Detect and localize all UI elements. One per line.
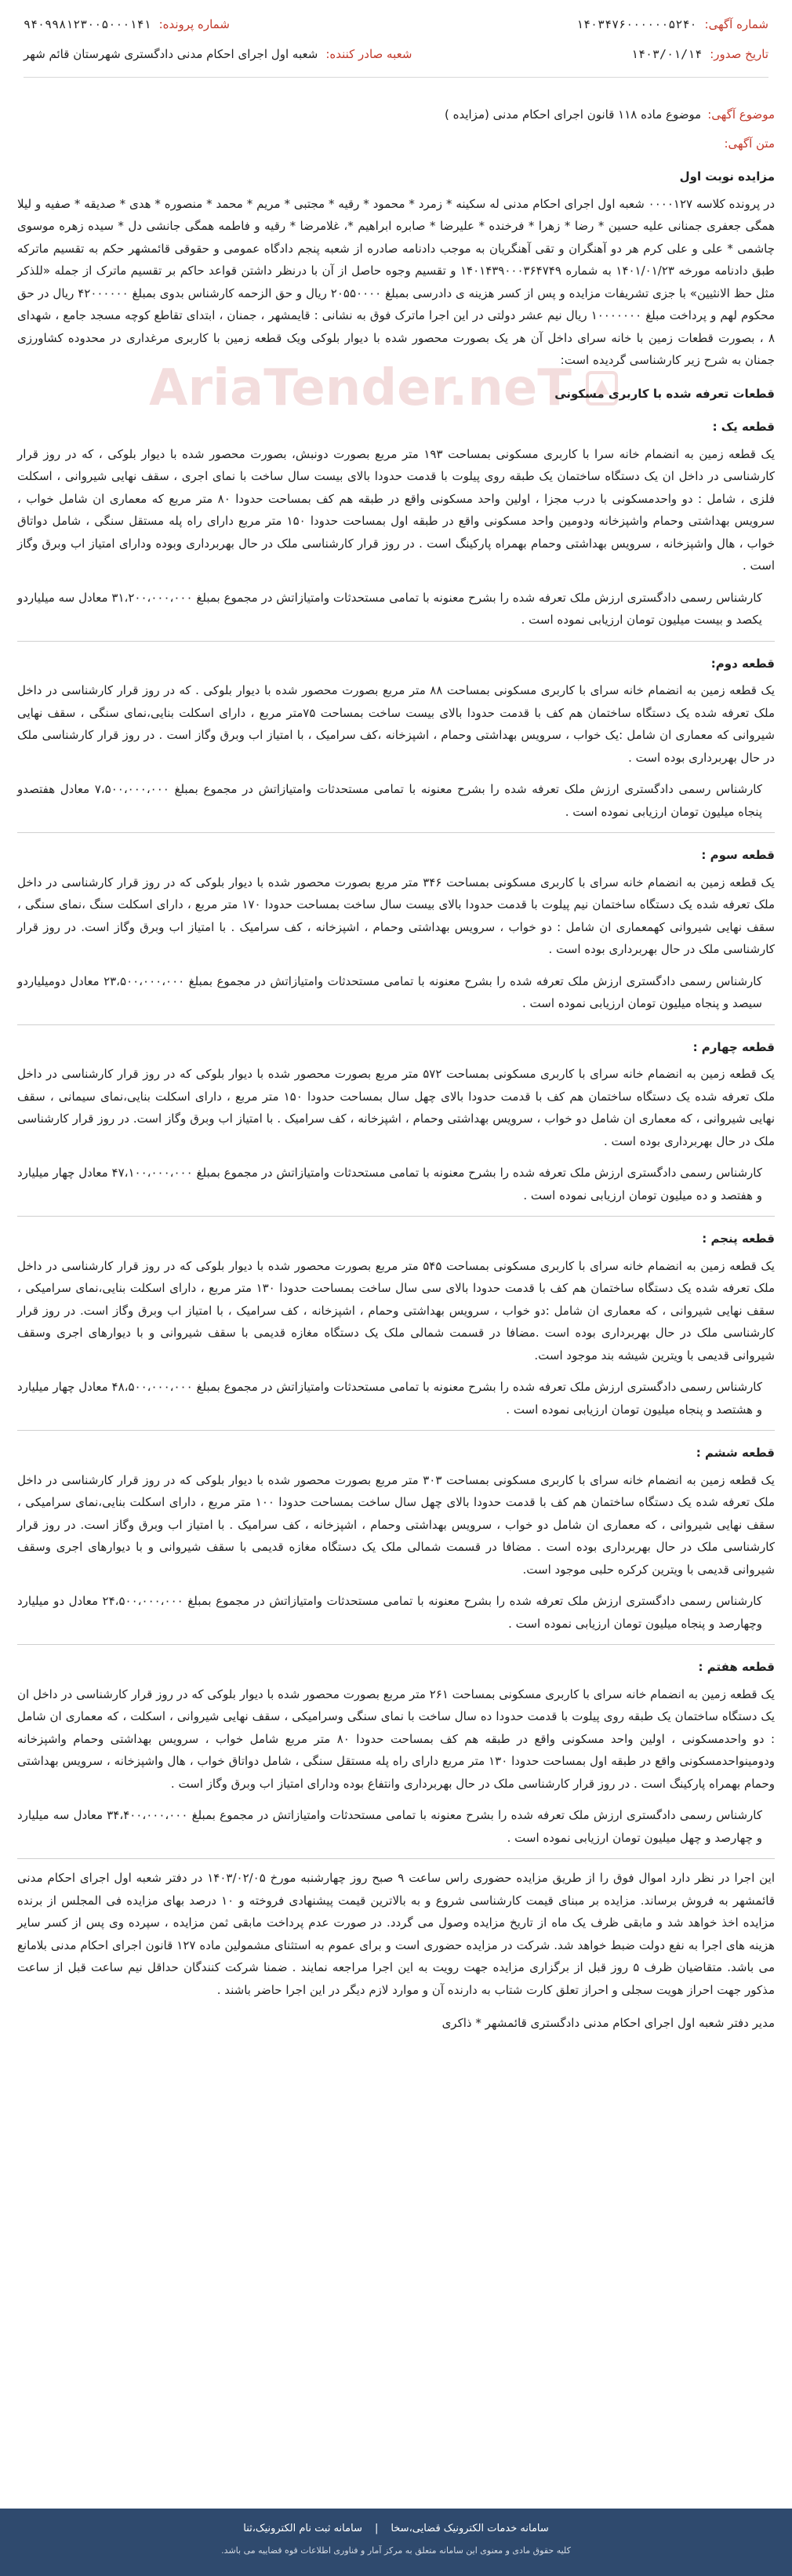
parcel-title: قطعه پنجم : — [702, 1232, 775, 1246]
body-label: متن آگهی: — [724, 136, 775, 151]
ad-number — [576, 17, 768, 31]
parcel-description: یک قطعه زمین به انضمام خانه سرای با کاربری مسکونی بمساحت ۲۶۱ متر مربع بصورت محصور شده با دیوار بلوکی که در روز قرار کارشناسی در داخل ان یک دستگاه ساختمان یک طبقه روی پیلوت با قدمت حدودا ده سال ساخت با نمای سنگی وسرامیکی ، سقف نهایی شیروانی ، اسکلت ، که معماری ان شامل : دو واحدمسکونی ، اولین واحد مسکونی واقع در طبقه هم کف بمساحت حدودا ۸۰ متر مربع شامل خواب ، سرویس بهداشتی وحمام واشپزخانه ودومینواحدمسکونی واقع در طبقه اول بمساحت حدودا ۱۳۰ متر مربع دارای راه پله مستقل سنگی ، شامل دواتاق خواب ، هال واشپزخانه ، سرویس بهداشتی وحمام بهمراه پارکینگ است . در روز قرار کارشناسی ملک در حال بهربرداری وانتفاع بوده ودارای امتیاز اب وبرق وگاز است . — [17, 1686, 776, 1791]
page-title: مزایده نوبت اول — [679, 169, 775, 184]
ad-number-label: شماره آگهی: — [704, 17, 768, 31]
issue-date-value: ۱۴۰۳/۰۱/۱۴ — [630, 47, 703, 61]
parcel-6 — [17, 1442, 775, 1645]
parcel-valuation: کارشناس رسمی دادگستری ارزش ملک تعرفه شده را بشرح معنونه با تمامی مستحدثات وامتیازاتش در مجموع بمبلغ ۲۳،۵۰۰،۰۰۰،۰۰۰ معادل دومیلیاردو سیصد و پنجاه میلیون تومان ارزیابی نموده است . — [17, 973, 763, 1010]
parcel-valuation: کارشناس رسمی دادگستری ارزش ملک تعرفه شده را بشرح معنونه با تمامی مستحدثات وامتیازاتش در مجموع بمبلغ ۴۸،۵۰۰،۰۰۰،۰۰۰ معادل چهار میلیارد و هشتصد و پنجاه میلیون تومان ارزیابی نموده است . — [17, 1380, 762, 1417]
ad-meta — [24, 9, 768, 78]
parcel-4 — [17, 1036, 775, 1217]
section-title: قطعات تعرفه شده با کاربری مسکونی — [554, 386, 775, 401]
meta-row-2 — [24, 39, 768, 69]
parcel-title: قطعه یک : — [712, 420, 775, 434]
footer-links — [0, 2509, 792, 2534]
ad-number-value: ۱۴۰۳۴۷۶۰۰۰۰۰۰۵۲۴۰ — [576, 17, 697, 31]
parcel-title: قطعه سوم : — [701, 848, 775, 862]
site-footer — [0, 2509, 792, 2576]
parcel-title: قطعه چهارم : — [692, 1039, 775, 1054]
closing-paragraph: این اجرا در نظر دارد اموال فوق را از طریق مزایده حضوری راس ساعت ۹ صبح روز چهارشنبه مورخ ۱۴۰۳/۰۲/۰۵ در دفتر شعبه اول اجرای احکام مدنی قائمشهر به فروش برساند. مزایده بر مبنای قیمت کارشناسی شروع و به بالاترین قیمت پیشنهادی فروخته و ۱۰ درصد بهای مزایده فی المجلس از برنده مزایده اخذ خواهد شد و مابقی ظرف یک ماه از تاریخ مزایده وصول می گردد. در صورت عدم پرداخت مابقی ثمن مزایده ، سپرده وی پس از کسر سایر هزینه های اجرا به نفع دولت ضبط خواهد شد. شرکت در مزایده حضوری است و برای عموم به استثنای مشمولین ماده ۱۲۷ قانون اجرای احکام مدنی بلامانع می باشد. متقاضیان ظرف ۵ روز قبل از برگزاری مزایده جهت رویت به این اجرا مراجعه نمایند . ضمنا شرکت کنندگان حداقل نیم ساعت قبل از ساعت مذکور جهت احراز هویت سجلی و احراز تعلق کارت شتاب به دارنده آن و موارد لازم دیگر در این اجرا حاضر باشند . — [17, 1871, 776, 1997]
divider — [17, 1858, 775, 1859]
parcel-valuation: کارشناس رسمی دادگستری ارزش ملک تعرفه شده را بشرح معنونه با تمامی مستحدثات وامتیازاتش در مجموع بمبلغ ۴۷،۱۰۰،۰۰۰،۰۰۰ معادل چهار میلیارد و هفتصد و ده میلیون تومان ارزیابی نموده است . — [17, 1166, 762, 1202]
footer-link-sakha[interactable]: سامانه خدمات الکترونیک قضایی،سخا — [391, 2523, 549, 2534]
case-number-label: شماره پرونده: — [158, 17, 230, 31]
parcel-title: قطعه ششم : — [696, 1446, 775, 1460]
parcel-valuation: کارشناس رسمی دادگستری ارزش ملک تعرفه شده را بشرح معنونه با تمامی مستحدثات وامتیازاتش در مجموع بمبلغ ۳۱،۲۰۰،۰۰۰،۰۰۰ معادل سه میلیاردو یکصد و بیست میلیون تومان ارزیابی نموده است . — [17, 590, 763, 627]
meta-row-1 — [24, 9, 768, 39]
parcel-valuation: کارشناس رسمی دادگستری ارزش ملک تعرفه شده را بشرح معنونه با تمامی مستحدثات وامتیازاتش در مجموع بمبلغ ۲۴،۵۰۰،۰۰۰،۰۰۰ معادل دو میلیارد وچهارصد و پنجاه میلیون تومان ارزیابی نموده است . — [17, 1594, 762, 1631]
subject-label: موضوع آگهی: — [707, 107, 775, 122]
meta-divider — [24, 77, 768, 78]
issuer — [24, 47, 412, 61]
parcel-description: یک قطعه زمین به انضمام خانه سرای با کاربری مسکونی بمساحت ۵۴۵ متر مربع بصورت محصور شده با دیوار بلوکی که در روز قرار کارشناسی در داخل ملک تعرفه شده یک دستگاه ساختمان هم کف با قدمت حدودا بالای سی سال ساخت بمساحت حدودا ۱۳۰ متر مربع ، دارای اسکلت بنایی،نمای سرامیکی ، سقف نهایی شیروانی ، که معماری ان شامل :دو خواب ، سرویس بهداشتی وحمام ، اشپزخانه ، کف سرامیک ، با امتیاز اب وبرق وگاز است. در روز قرار کارشناسی ملک در حال بهربرداری بوده است .مضافا در قسمت شمالی ملک یک دستگاه مغازه قدیمی با سقف شیروانی و با دیوارهای اجری وسقف شیروانی قدیمی با ویترین شیشه بند موجود است. — [17, 1258, 775, 1363]
case-number — [24, 17, 230, 31]
issue-date — [631, 47, 768, 61]
parcel-title: قطعه دوم: — [710, 656, 775, 671]
parcel-5 — [17, 1228, 775, 1431]
ad-content — [17, 104, 775, 2035]
case-number-value: ۹۴۰۹۹۸۱۲۳۰۰۵۰۰۰۱۴۱ — [24, 17, 151, 31]
divider — [17, 1216, 775, 1217]
issuer-label: شعبه صادر کننده: — [325, 47, 412, 61]
subject — [17, 104, 775, 126]
parcel-description: یک قطعه زمین به انضمام خانه سرای با کاربری مسکونی بمساحت ۳۴۶ متر مربع بصورت محصور شده با دیوار بلوکی که در روز قرار کارشناسی در داخل ملک تعرفه شده یک دستگاه ساختمان نیم پیلوت با قدمت حدودا بالای بیست سال ساخت بمساحت حدودا ۱۷۰ متر مربع ، دارای اسکلت سنگ ،نمای سنگی ، سقف نهایی شیروانی کهمعماری ان شامل : دو خواب ، سرویس بهداشتی وحمام ، اشپزخانه ، کف سرامیک . با امتیاز اب وبرق وگاز است. در روز قرار کارشناسی ملک در حال بهربرداری بوده است . — [17, 875, 776, 956]
issuer-value: شعبه اول اجرای احکام مدنی دادگستری شهرستان قائم شهر — [24, 47, 318, 61]
divider — [17, 1024, 775, 1025]
parcel-description: یک قطعه زمین به انضمام خانه سرای با کاربری مسکونی بمساحت ۳۰۳ متر مربع بصورت محصور شده با دیوار بلوکی که در روز قرار کارشناسی در داخل ملک تعرفه شده یک دستگاه ساختمان هم کف با قدمت حدودا بالای چهل سال ساخت بمساحت حدودا ۱۰۰ متر مربع ، دارای اسکلت بنایی،نمای سرامیکی ، سقف نهایی شیروانی ، که معماری ان شامل دو خواب ، سرویس بهداشتی وحمام ، اشپزخانه ، کف سرامیک . با امتیاز اب وبرق وگاز است. در روز قرار کارشناسی ملک در حال بهربرداری بوده است . مضافا در قسمت شمالی ملک یک دستگاه مغازه قدیمی با سقف شیروانی و با دیوارهای اجری وسقف شیروانی قدیمی با ویترین کرکره حلبی موجود است. — [17, 1472, 776, 1577]
parcel-3 — [17, 844, 775, 1025]
issue-date-label: تاریخ صدور: — [710, 47, 768, 61]
parcel-description: یک قطعه زمین به انضمام خانه سرا با کاربری مسکونی بمساحت ۱۹۳ متر مربع بصورت دونبش، بصورت محصور شده با دیوار بلوکی ، که در روز قرار کارشناسی در داخل ان یک دستگاه ساختمان یک طبقه روی پیلوت با قدمت حدودا بالای بیست سال ساخت با نمای اجری ، سقف نهایی شیروانی ، اسکلت فلزی ، شامل : دو واحدمسکونی با درب مجزا ، اولین واحد مسکونی واقع در طبقه هم کف بمساحت حدودا ۸۰ متر مربع که معماری ان شامل خواب ، سرویس بهداشتی وحمام واشپزخانه ودومین واحد مسکونی واقع در طبقه اول بمساحت حدودا ۱۵۰ متر مربع دارای راه پله مستقل سنگی ، شامل دواتاق خواب ، هال واشپزخانه ، سرویس بهداشتی وحمام بهمراه پارکینگ است . در روز قرار کارشناسی ملک در حال بهربرداری وبوده ودارای امتیاز اب وبرق وگاز است . — [17, 446, 775, 573]
parcel-title: قطعه هفتم : — [698, 1660, 775, 1674]
divider — [17, 1430, 775, 1431]
signature: مدیر دفتر شعبه اول اجرای احکام مدنی دادگستری قائمشهر * ذاکری — [441, 2016, 775, 2030]
parcel-1 — [17, 416, 775, 642]
footer-copyright: کلیه حقوق مادی و معنوی این سامانه متعلق به مرکز آمار و فناوری اطلاعات قوه قضاییه می باشد. — [221, 2545, 571, 2556]
parcel-description: یک قطعه زمین به انضمام خانه سرای با کاربری مسکونی بمساحت ۵۷۲ متر مربع بصورت محصور شده با دیوار بلوکی که در روز قرار کارشناسی در داخل ملک تعرفه شده یک دستگاه ساختمان هم کف با قدمت حدودا بالای چهل سال بمساحت حدودا ۱۵۰ متر مربع ، دارای اسکلت بنایی،نمای سیمانی ، سقف نهایی شیروانی ، که معماری ان شامل دو خواب ، سرویس بهداشتی وحمام ، اشپزخانه ، کف سرامیک . با امتیاز اب وبرق وگاز است. در روز قرار کارشناسی ملک در حال بهربرداری بوده است . — [17, 1067, 775, 1148]
divider — [17, 641, 775, 642]
watermark-text: AriaTender.neT — [149, 359, 572, 417]
parcel-7 — [17, 1656, 775, 1859]
parcel-2 — [17, 653, 775, 834]
parcel-valuation: کارشناس رسمی دادگستری ارزش ملک تعرفه شده را بشرح معنونه با تمامی مستحدثات وامتیازاتش در مجموع بمبلغ ۷،۵۰۰،۰۰۰،۰۰۰ معادل هفتصدو پنجاه میلیون تومان ارزیابی نموده است . — [17, 782, 762, 819]
footer-separator: | — [374, 2523, 379, 2534]
divider — [17, 832, 775, 833]
divider — [17, 1644, 775, 1645]
parcel-valuation: کارشناس رسمی دادگستری ارزش ملک تعرفه شده را بشرح معنونه با تمامی مستحدثات وامتیازاتش در مجموع بمبلغ ۳۴،۴۰۰،۰۰۰،۰۰۰ معادل سه میلیارد و چهارصد و چهل میلیون تومان ارزیابی نموده است . — [17, 1808, 762, 1845]
subject-value: موضوع ماده ۱۱۸ قانون اجرای احکام مدنی (مزایده ) — [444, 107, 702, 122]
intro-paragraph: در پرونده کلاسه ۰۰۰۰۱۲۷ شعبه اول اجرای احکام مدنی له سکینه * زمرد * محمود * رقیه * مجتبی * مریم * محمد * منصوره * هدی * صدیقه * صفیه و لیلا همگی جعفری جمنانی علیه حسین * رضا * زهرا * فرخنده * علیرضا * صابره ابراهیم *، غلامرضا * رقیه و فاطمه همگی جانشی دل * سیده زهره موسوی چاشمی * علی و علی کرم هر دو آهنگران و تقی آهنگریان به موجب دادنامه صادره از شعبه پنجم دادگاه عمومی و حقوقی قائمشهر حکم به تقسیم ماترکه طبق دادنامه مورخه ۱۴۰۱/۰۱/۲۳ به شماره ۱۴۰۱۴۳۹۰۰۰۳۶۴۷۴۹ و تقسیم وجوه حاصل از آن با درنظر داشتن قواعد حاکم بر تقسیم ماترک از جمله «للذکر مثل حظ الانثیین» با جزی تشریفات مزایده و پس از کسر هزینه ی دادرسی بمبلغ ۲۰۵۵۰۰۰۰ ریال و حق الزحمه کارشناس بدوی بمبلغ ۴۲۰۰۰۰۰۰ ریال در حق محکوم لهم و پرداخت مبلغ ۱۰۰۰۰۰۰۰ ریال نیم عشر دولتی در این اجرا ماترک فوق به نشانی : قایمشهر ، جمنان ، ابتدای تقاطع کوچه مسجد جامع ، شهدای ۸ ، بصورت قطعات زمین با خانه سرای داخل آن هر یک بصورت محصور شده با دیوار بلوکی ویک قطعه زمین با کاربری مرغداری در محدوده کشاورزی جمنان به شرح زیر کارشناسی گردیده است: — [17, 196, 776, 367]
parcel-description: یک قطعه زمین به انضمام خانه سرای با کاربری مسکونی بمساحت ۸۸ متر مربع بصورت محصور شده با دیوار بلوکی . که در روز قرار کارشناسی در داخل ملک تعرفه شده یک دستگاه ساختمان هم کف با قدمت حدودا بالای بیست ساخت بمساحت ۷۵متر مربع ، دارای اسکلت بنایی،نمای سنگی ، سقف نهایی شیروانی که معماری ان شامل :یک خواب ، سرویس بهداشتی وحمام ، اشپزخانه ،کف سرامیک ، با امتیاز اب وبرق وگاز است . در روز قرار کارشناسی ملک در حال بهربرداری بوده است . — [17, 683, 775, 765]
footer-link-sana[interactable]: سامانه ثبت نام الکترونیک،ثنا — [243, 2523, 362, 2534]
